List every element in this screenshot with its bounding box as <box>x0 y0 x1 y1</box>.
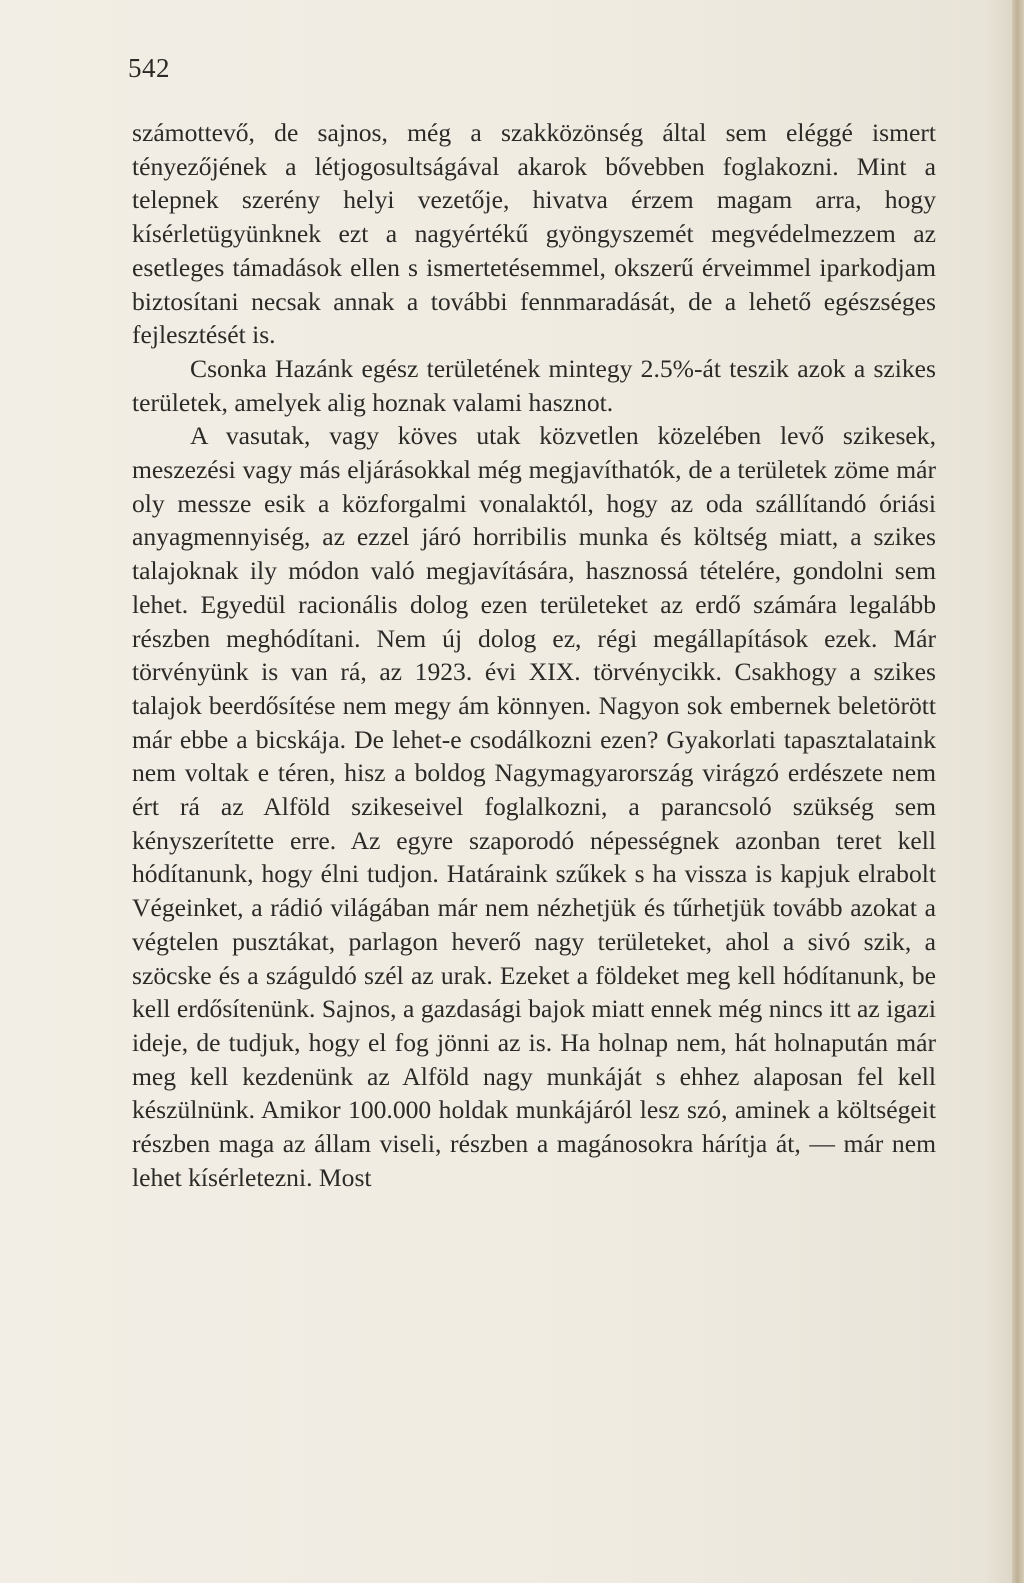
body-text <box>132 116 936 1195</box>
paragraph-1: számottevő, de sajnos, még a szakközönség által sem eléggé ismert tényezőjének a létjogosultságával akarok bővebben foglakozni. Mint a telepnek szerény helyi vezetője, hivatva érzem magam arra, hogy kísérletügyünknek ezt a nagyértékű gyöngyszemét megvédelmezzem az esetleges támadások ellen s ismertetésemmel, okszerű érveimmel iparkodjam biztosítani necsak annak a további fennmaradását, de a lehető egészséges fejlesztését is. <box>132 118 936 350</box>
paragraph-3: A vasutak, vagy köves utak közvetlen közelében levő szikesek, meszezési vagy más eljárásokkal még megjavíthatók, de a területek zöme már oly messze esik a közforgalmi vonalaktól, hogy az oda szállítandó óriási anyagmennyiség, az ezzel járó horribilis munka és költség miatt, a szikes talajoknak ily módon való megjavítására, hasznossá tételére, gondolni sem lehet. Egyedül racionális dolog ezen területeket az erdő számára legalább részben meghódítani. Nem új dolog ez, régi megállapítások ezek. Már törvényünk is van rá, az 1923. évi XIX. törvénycikk. Csakhogy a szikes talajok beerdősítése nem megy ám könnyen. Nagyon sok embernek beletörött már ebbe a bicskája. De lehet-e csodálkozni ezen? Gyakorlati tapasztalataink nem voltak e téren, hisz a boldog Nagymagyarország virágzó erdészete nem ért rá az Alföld szikeseivel foglalkozni, a parancsoló szükség sem kényszerítette erre. Az egyre szaporodó népességnek azonban teret kell hódítanunk, hogy élni tudjon. Határaink szűkek s ha vissza is kapjuk elrabolt Végeinket, a rádió világában már nem nézhetjük és tűrhetjük tovább azokat a végtelen pusztákat, parlagon heverő nagy területeket, ahol a sivó szik, a szöcske és a száguldó szél az urak. Ezeket a földeket meg kell hódítanunk, be kell erdősítenünk. Sajnos, a gazdasági bajok miatt ennek még nincs itt az igazi ideje, de tudjuk, hogy el fog jönni az is. Ha holnap nem, hát holnapután már meg kell kezdenünk az Alföld nagy munkáját s ehhez alaposan fel kell készülnünk. Amikor 100.000 holdak munkájáról lesz szó, aminek a költségeit részben maga az állam viseli, részben a magánosokra hárítja át, — már nem lehet kísérletezni. Most <box>132 421 936 1192</box>
paragraph-2: Csonka Hazánk egész területének mintegy 2.5%-át teszik azok a szikes területek, amelyek alig hoznak valami hasznot. <box>132 353 936 417</box>
page-number: 542 <box>128 53 170 83</box>
page-binding-edge <box>1012 0 1024 1583</box>
